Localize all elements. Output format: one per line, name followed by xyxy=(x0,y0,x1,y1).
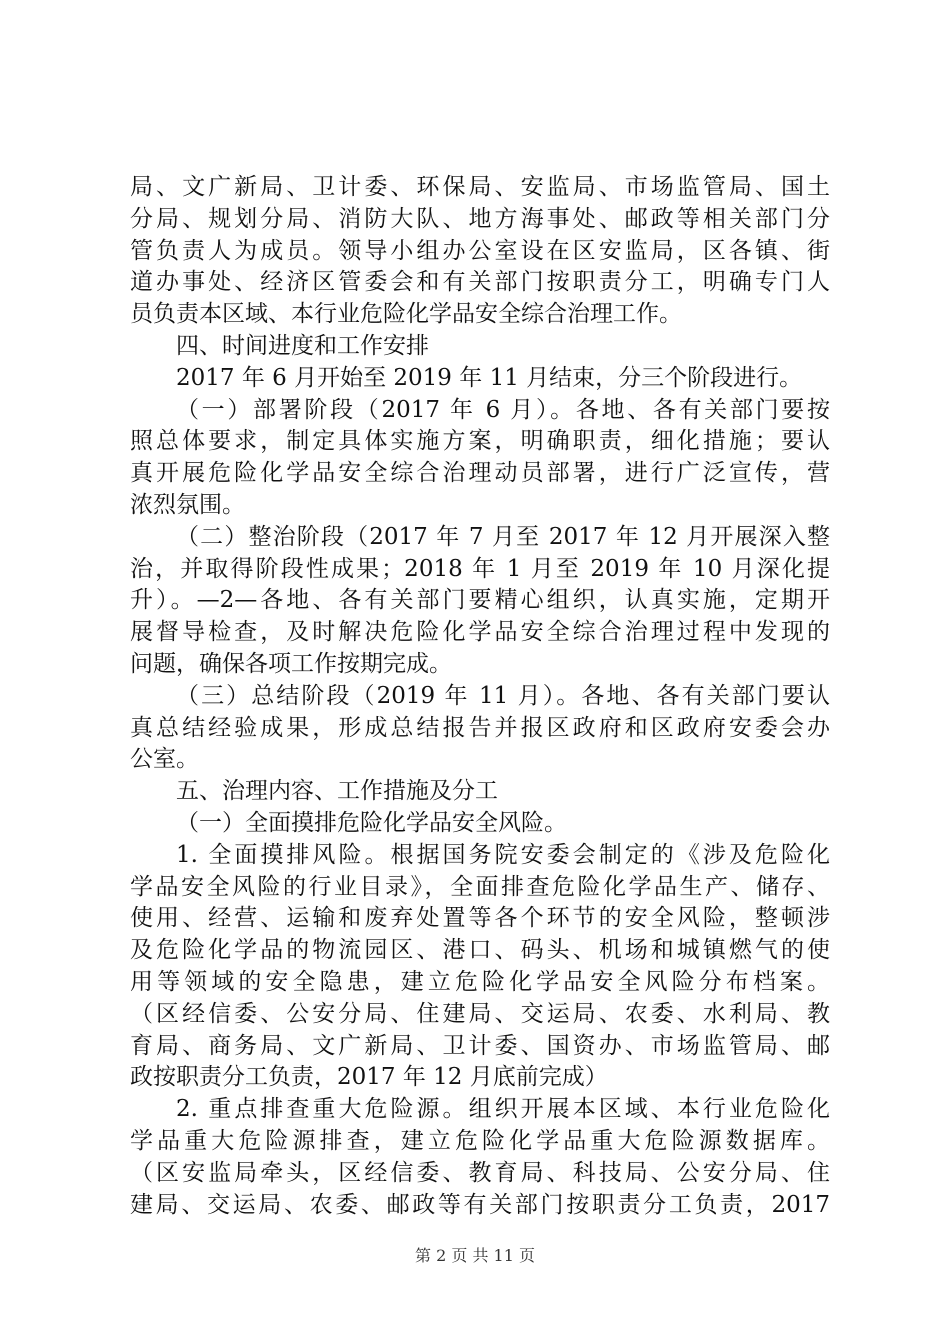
document-body xyxy=(130,172,830,1221)
text-line: 浓烈氛围。 xyxy=(130,491,245,518)
text-line: 治，并取得阶段性成果；2018 年 1 月至 2019 年 10 月深化提 xyxy=(130,555,830,582)
text-line: 分局、规划分局、消防大队、地方海事处、邮政等相关部门分 xyxy=(130,205,830,232)
text-line: 升）。—2—各地、各有关部门要精心组织，认真实施，定期开 xyxy=(130,587,830,614)
text-line: 五、治理内容、工作措施及分工 xyxy=(176,778,498,805)
text-line: （三）总结阶段（2019 年 11 月）。各地、各有关部门要认 xyxy=(176,682,830,709)
text-line: 用等领域的安全隐患，建立危险化学品安全风险分布档案。 xyxy=(130,968,830,995)
text-line: 1. 全面摸排风险。根据国务院安委会制定的《涉及危险化 xyxy=(176,841,830,868)
text-line: （区经信委、公安分局、住建局、交运局、农委、水利局、教 xyxy=(130,1000,830,1027)
text-line: 政按职责分工负责，2017 年 12 月底前完成） xyxy=(130,1064,608,1091)
text-line: 道办事处、经济区管委会和有关部门按职责分工，明确专门人 xyxy=(130,269,830,296)
text-line: 学品安全风险的行业目录》，全面排查危险化学品生产、储存、 xyxy=(130,873,830,900)
text-line: 真开展危险化学品安全综合治理动员部署，进行广泛宣传，营 xyxy=(130,460,830,487)
text-line: 员负责本区域、本行业危险化学品安全综合治理工作。 xyxy=(130,301,682,328)
text-line: 问题，确保各项工作按期完成。 xyxy=(130,650,452,677)
text-line: 展督导检查，及时解决危险化学品安全综合治理过程中发现的 xyxy=(130,619,830,646)
text-line: 及危险化学品的物流园区、港口、码头、机场和城镇燃气的使 xyxy=(130,937,830,964)
text-line: 学品重大危险源排查，建立危险化学品重大危险源数据库。 xyxy=(130,1127,830,1154)
text-line: 真总结经验成果，形成总结报告并报区政府和区政府安委会办 xyxy=(130,714,830,741)
text-line: 局、文广新局、卫计委、环保局、安监局、市场监管局、国土 xyxy=(130,174,830,200)
text-line: （二）整治阶段（2017 年 7 月至 2017 年 12 月开展深入整 xyxy=(176,523,830,550)
text-line: 使用、经营、运输和废弃处置等各个环节的安全风险，整顿涉 xyxy=(130,905,830,932)
text-line: （一）部署阶段（2017 年 6 月）。各地、各有关部门要按 xyxy=(176,396,830,423)
text-line: 育局、商务局、文广新局、卫计委、国资办、市场监管局、邮 xyxy=(130,1032,830,1059)
text-line: 四、时间进度和工作安排 xyxy=(176,332,429,359)
text-line: 公室。 xyxy=(130,746,199,773)
text-line: 照总体要求，制定具体实施方案，明确职责，细化措施；要认 xyxy=(130,428,830,455)
page-footer: 第 2 页 共 11 页 xyxy=(415,1246,535,1265)
text-line: 2. 重点排查重大危险源。组织开展本区域、本行业危险化 xyxy=(176,1096,830,1123)
text-line: （一）全面摸排危险化学品安全风险。 xyxy=(176,809,567,836)
text-line: （区安监局牵头，区经信委、教育局、科技局、公安分局、住 xyxy=(130,1159,830,1186)
text-line: 管负责人为成员。领导小组办公室设在区安监局，区各镇、街 xyxy=(130,237,830,264)
text-line: 建局、交运局、农委、邮政等有关部门按职责分工负责，2017 xyxy=(130,1191,830,1218)
text-line: 2017 年 6 月开始至 2019 年 11 月结束，分三个阶段进行。 xyxy=(176,364,803,391)
